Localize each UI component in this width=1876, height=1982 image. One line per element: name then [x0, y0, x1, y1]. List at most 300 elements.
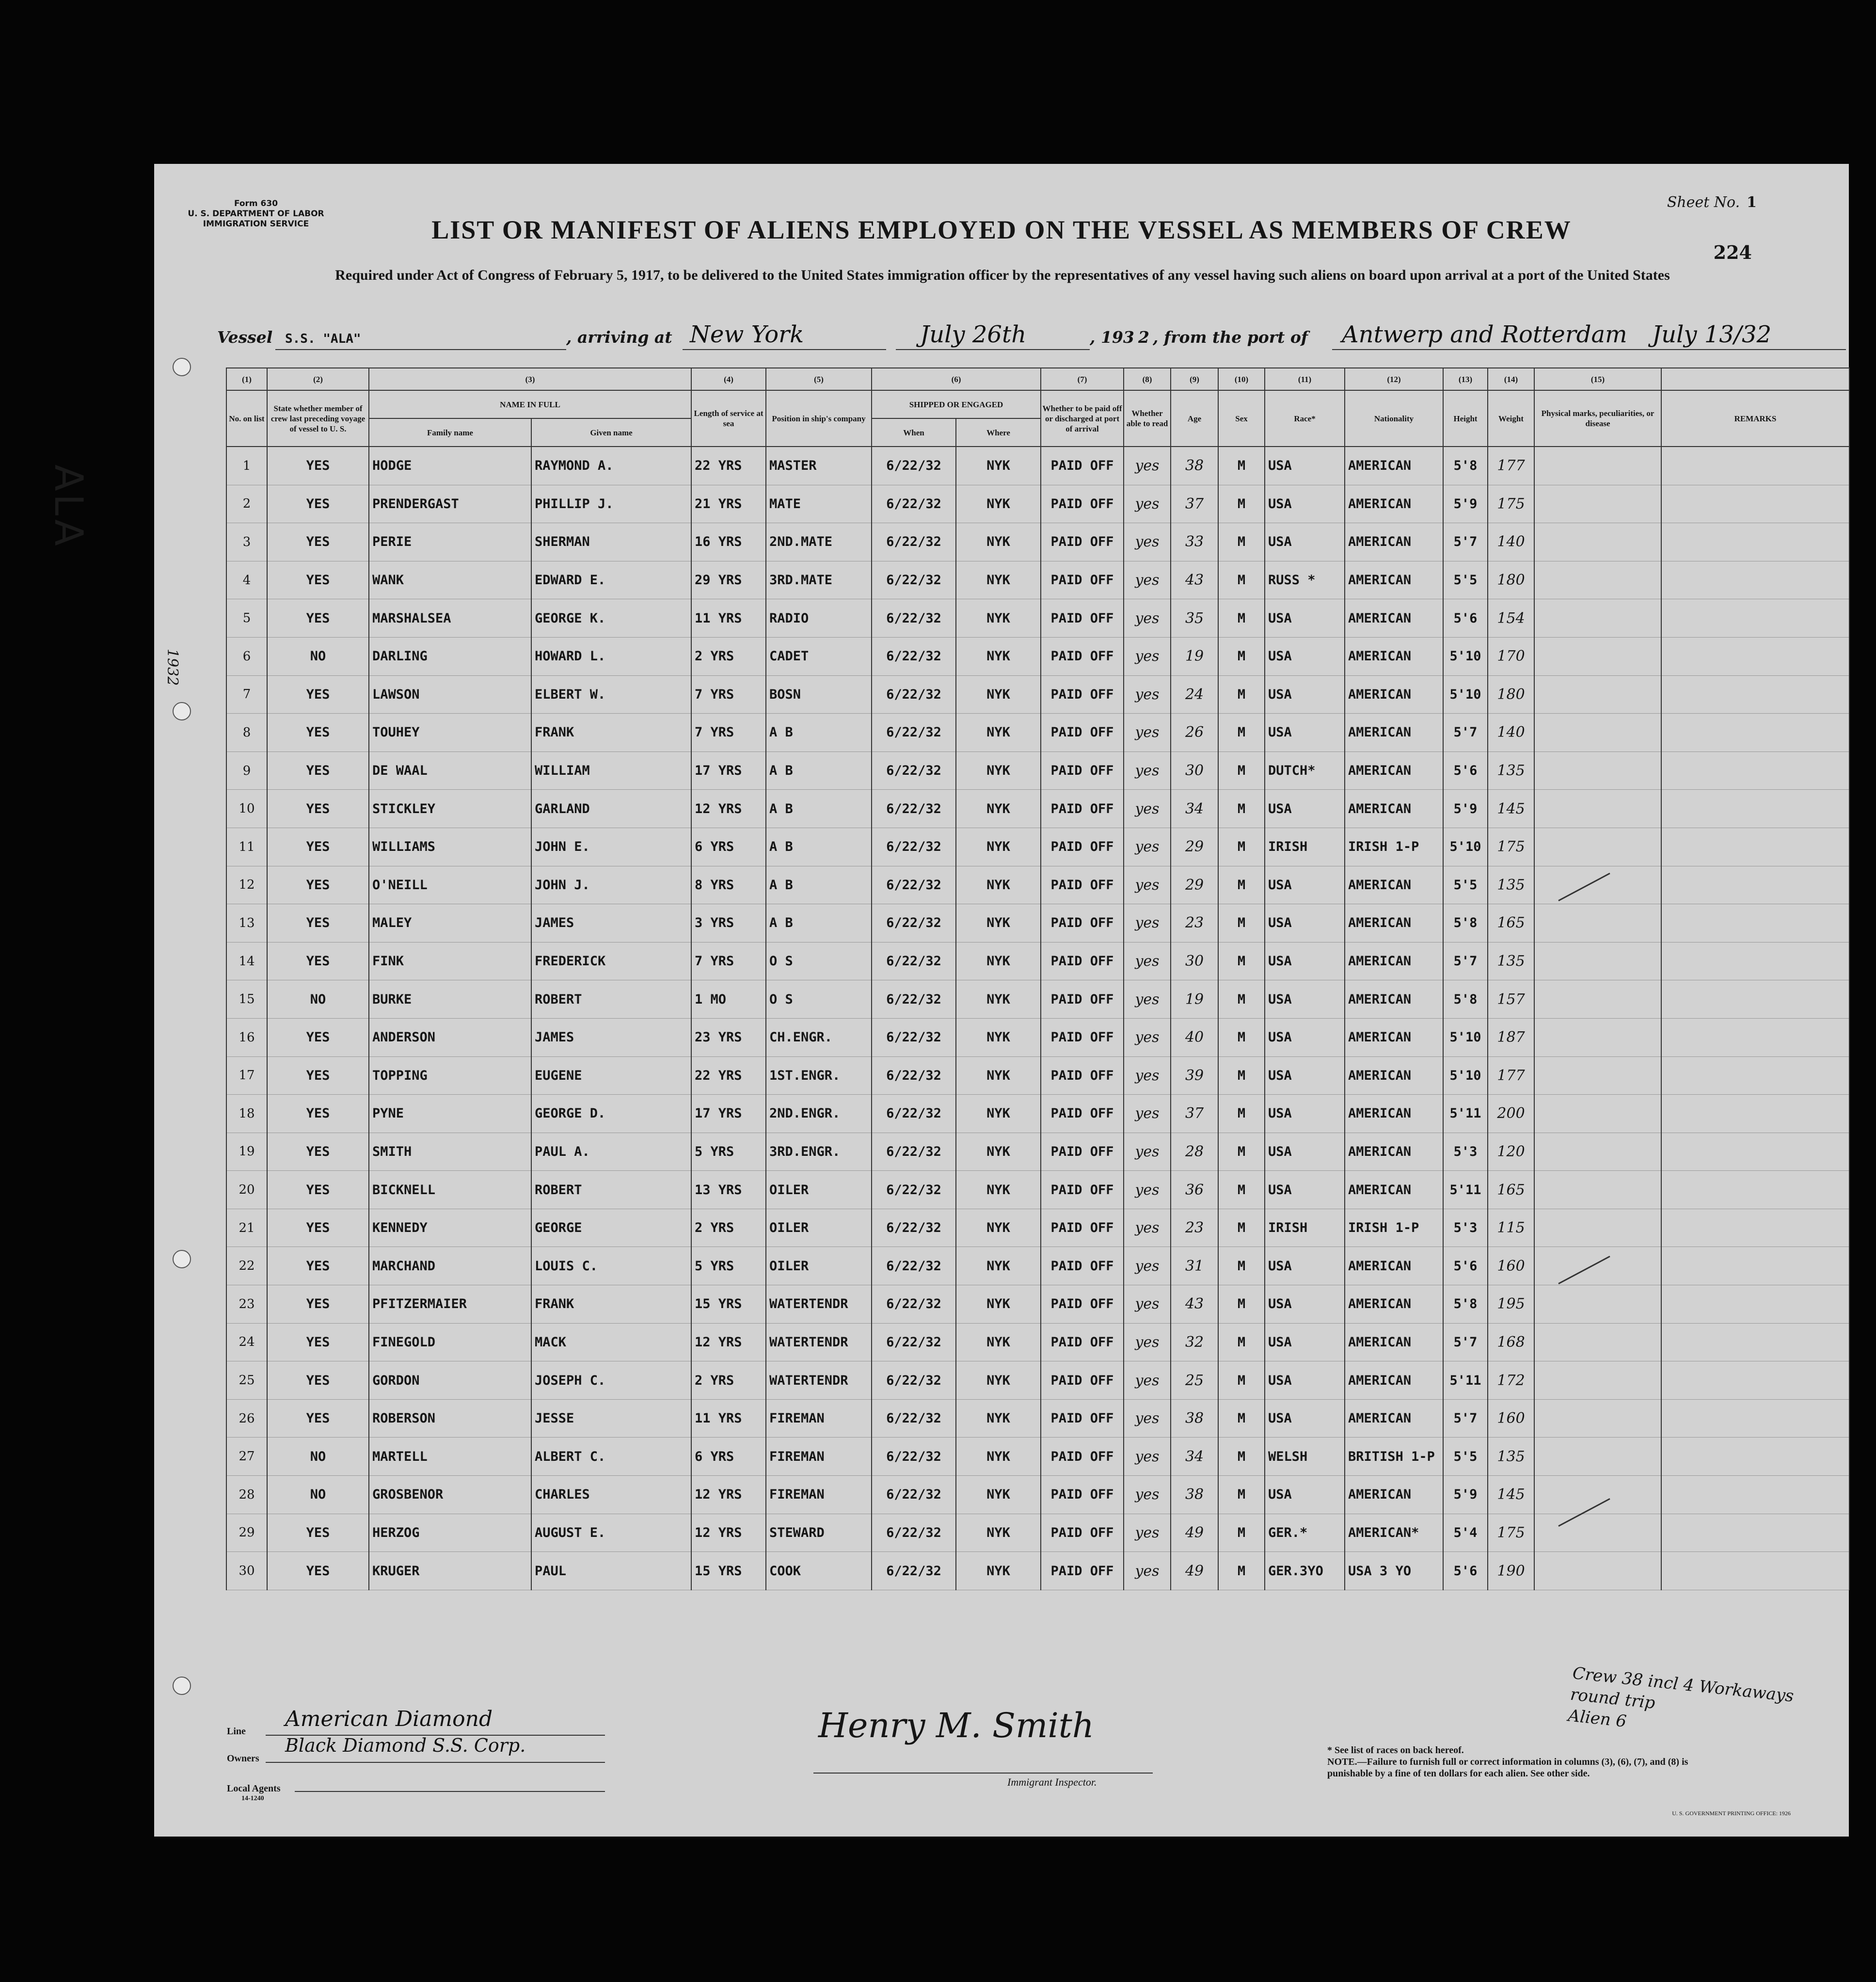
shipped-where-cell: NYK — [956, 866, 1041, 904]
able-to-read-cell: yes — [1124, 485, 1171, 523]
shipped-where-cell: NYK — [956, 637, 1041, 675]
physical-cell — [1534, 1133, 1661, 1171]
family-name-cell: ANDERSON — [369, 1018, 531, 1056]
height-cell: 5'6 — [1443, 751, 1488, 790]
able-to-read-cell: yes — [1124, 904, 1171, 943]
paid-off-cell: PAID OFF — [1041, 561, 1124, 599]
remarks-cell — [1661, 1552, 1849, 1590]
header-when: When — [872, 418, 956, 447]
col-num-6: (6) — [872, 368, 1041, 390]
family-name-cell: GORDON — [369, 1361, 531, 1400]
table-row — [226, 1095, 1849, 1133]
height-cell: 5'3 — [1443, 1133, 1488, 1171]
physical-cell — [1534, 1438, 1661, 1476]
able-to-read-cell: yes — [1124, 1399, 1171, 1438]
paid-off-cell: PAID OFF — [1041, 1552, 1124, 1590]
weight-cell: 154 — [1488, 599, 1534, 638]
physical-cell — [1534, 1361, 1661, 1400]
sex-cell: M — [1218, 1476, 1265, 1514]
row-number-cell: 23 — [226, 1285, 267, 1324]
position-cell: CADET — [766, 637, 872, 675]
age-cell: 29 — [1171, 828, 1218, 866]
remarks-cell — [1661, 1438, 1849, 1476]
from-label: , from the port of — [1153, 328, 1308, 347]
col-num-5: (5) — [766, 368, 872, 390]
height-cell: 5'8 — [1443, 980, 1488, 1019]
col-num-15: (15) — [1534, 368, 1661, 390]
paid-off-cell: PAID OFF — [1041, 675, 1124, 714]
physical-cell — [1534, 828, 1661, 866]
family-name-cell: PFITZERMAIER — [369, 1285, 531, 1324]
able-to-read-cell: yes — [1124, 637, 1171, 675]
shipped-where-cell: NYK — [956, 751, 1041, 790]
height-cell: 5'9 — [1443, 485, 1488, 523]
member-status-cell: YES — [267, 1133, 369, 1171]
member-status-cell: YES — [267, 1018, 369, 1056]
able-to-read-cell: yes — [1124, 714, 1171, 752]
height-cell: 5'6 — [1443, 599, 1488, 638]
length-of-service-cell: 12 YRS — [691, 1514, 766, 1552]
family-name-cell: MARTELL — [369, 1438, 531, 1476]
height-cell: 5'7 — [1443, 1399, 1488, 1438]
position-cell: STEWARD — [766, 1514, 872, 1552]
race-cell: USA — [1265, 447, 1345, 485]
physical-cell — [1534, 1209, 1661, 1247]
shipped-when-cell: 6/22/32 — [872, 1209, 956, 1247]
row-number-cell: 22 — [226, 1247, 267, 1285]
height-cell: 5'11 — [1443, 1171, 1488, 1209]
position-cell: 2ND.ENGR. — [766, 1095, 872, 1133]
paid-off-cell: PAID OFF — [1041, 1438, 1124, 1476]
physical-cell — [1534, 1323, 1661, 1361]
nationality-cell: AMERICAN — [1345, 1361, 1443, 1400]
able-to-read-cell: yes — [1124, 866, 1171, 904]
physical-cell — [1534, 1476, 1661, 1514]
height-cell: 5'8 — [1443, 447, 1488, 485]
family-name-cell: MARSHALSEA — [369, 599, 531, 638]
given-name-cell: JOHN J. — [531, 866, 691, 904]
footnotes — [1327, 1744, 1705, 1779]
able-to-read-cell: yes — [1124, 1552, 1171, 1590]
agents-label: Local Agents — [227, 1783, 281, 1794]
shipped-where-cell: NYK — [956, 561, 1041, 599]
physical-cell — [1534, 751, 1661, 790]
weight-cell: 175 — [1488, 485, 1534, 523]
sex-cell: M — [1218, 675, 1265, 714]
table-row — [226, 790, 1849, 828]
physical-cell — [1534, 1399, 1661, 1438]
member-status-cell: YES — [267, 1399, 369, 1438]
member-status-cell: YES — [267, 714, 369, 752]
age-cell: 43 — [1171, 1285, 1218, 1324]
able-to-read-cell: yes — [1124, 1171, 1171, 1209]
col-num-10: (10) — [1218, 368, 1265, 390]
nationality-cell: AMERICAN — [1345, 1285, 1443, 1324]
col-num-12: (12) — [1345, 368, 1443, 390]
table-row — [226, 637, 1849, 675]
position-cell: OILER — [766, 1247, 872, 1285]
table-row — [226, 1438, 1849, 1476]
shipped-when-cell: 6/22/32 — [872, 866, 956, 904]
length-of-service-cell: 6 YRS — [691, 828, 766, 866]
given-name-cell: PAUL — [531, 1552, 691, 1590]
length-of-service-cell: 7 YRS — [691, 714, 766, 752]
vessel-label: Vessel — [217, 328, 273, 347]
height-cell: 5'8 — [1443, 1285, 1488, 1324]
age-cell: 33 — [1171, 523, 1218, 561]
margin-stamp: ALA — [46, 464, 91, 549]
col-num-7: (7) — [1041, 368, 1124, 390]
length-of-service-cell: 22 YRS — [691, 447, 766, 485]
col-num-1: (1) — [226, 368, 267, 390]
shipped-where-cell: NYK — [956, 904, 1041, 943]
shipped-where-cell: NYK — [956, 714, 1041, 752]
binder-hole — [173, 1250, 191, 1268]
shipped-when-cell: 6/22/32 — [872, 1438, 956, 1476]
race-cell: USA — [1265, 714, 1345, 752]
given-name-cell: GEORGE D. — [531, 1095, 691, 1133]
member-status-cell: YES — [267, 1552, 369, 1590]
table-row — [226, 1552, 1849, 1590]
row-number-cell: 13 — [226, 904, 267, 943]
physical-cell — [1534, 1095, 1661, 1133]
nationality-cell: AMERICAN — [1345, 942, 1443, 980]
shipped-when-cell: 6/22/32 — [872, 447, 956, 485]
able-to-read-cell: yes — [1124, 1209, 1171, 1247]
member-status-cell: YES — [267, 1095, 369, 1133]
weight-cell: 145 — [1488, 1476, 1534, 1514]
given-name-cell: AUGUST E. — [531, 1514, 691, 1552]
physical-cell — [1534, 561, 1661, 599]
family-name-cell: STICKLEY — [369, 790, 531, 828]
header-sex: Sex — [1218, 390, 1265, 447]
table-row — [226, 866, 1849, 904]
member-status-cell: YES — [267, 1247, 369, 1285]
table-row — [226, 1171, 1849, 1209]
given-name-cell: SHERMAN — [531, 523, 691, 561]
header-race: Race* — [1265, 390, 1345, 447]
physical-cell — [1534, 1514, 1661, 1552]
nationality-cell: AMERICAN — [1345, 675, 1443, 714]
sex-cell: M — [1218, 828, 1265, 866]
header-shipped: SHIPPED OR ENGAGED — [872, 390, 1041, 418]
sex-cell: M — [1218, 1438, 1265, 1476]
physical-cell — [1534, 1056, 1661, 1095]
header-position: Position in ship's company — [766, 390, 872, 447]
member-status-cell: YES — [267, 828, 369, 866]
member-status-cell: YES — [267, 1171, 369, 1209]
nationality-cell: AMERICAN — [1345, 1133, 1443, 1171]
row-number-cell: 20 — [226, 1171, 267, 1209]
row-number-cell: 19 — [226, 1133, 267, 1171]
paid-off-cell: PAID OFF — [1041, 942, 1124, 980]
length-of-service-cell: 29 YRS — [691, 561, 766, 599]
position-cell: 3RD.MATE — [766, 561, 872, 599]
family-name-cell: PERIE — [369, 523, 531, 561]
table-row — [226, 675, 1849, 714]
paid-off-cell: PAID OFF — [1041, 1323, 1124, 1361]
member-status-cell: YES — [267, 1514, 369, 1552]
given-name-cell: JAMES — [531, 904, 691, 943]
weight-cell: 168 — [1488, 1323, 1534, 1361]
shipped-where-cell: NYK — [956, 1514, 1041, 1552]
crew-table — [226, 368, 1850, 1590]
length-of-service-cell: 23 YRS — [691, 1018, 766, 1056]
length-of-service-cell: 3 YRS — [691, 904, 766, 943]
length-of-service-cell: 8 YRS — [691, 866, 766, 904]
shipped-when-cell: 6/22/32 — [872, 485, 956, 523]
weight-cell: 187 — [1488, 1018, 1534, 1056]
race-note: * See list of races on back hereof. — [1327, 1745, 1464, 1756]
nationality-cell: IRISH 1-P — [1345, 828, 1443, 866]
age-cell: 29 — [1171, 866, 1218, 904]
weight-cell: 135 — [1488, 751, 1534, 790]
row-number-cell: 26 — [226, 1399, 267, 1438]
able-to-read-cell: yes — [1124, 1095, 1171, 1133]
weight-cell: 165 — [1488, 1171, 1534, 1209]
race-cell: USA — [1265, 942, 1345, 980]
header-age: Age — [1171, 390, 1218, 447]
shipped-when-cell: 6/22/32 — [872, 675, 956, 714]
race-cell: USA — [1265, 904, 1345, 943]
race-cell: USA — [1265, 599, 1345, 638]
family-name-cell: WILLIAMS — [369, 828, 531, 866]
sex-cell: M — [1218, 1361, 1265, 1400]
race-cell: DUTCH* — [1265, 751, 1345, 790]
sex-cell: M — [1218, 790, 1265, 828]
given-name-cell: FRANK — [531, 1285, 691, 1324]
paid-off-cell: PAID OFF — [1041, 637, 1124, 675]
height-cell: 5'5 — [1443, 1438, 1488, 1476]
height-cell: 5'11 — [1443, 1095, 1488, 1133]
sex-cell: M — [1218, 523, 1265, 561]
weight-cell: 195 — [1488, 1285, 1534, 1324]
row-number-cell: 30 — [226, 1552, 267, 1590]
shipped-when-cell: 6/22/32 — [872, 1133, 956, 1171]
shipped-when-cell: 6/22/32 — [872, 751, 956, 790]
remarks-cell — [1661, 1476, 1849, 1514]
vessel-name: S.S. "ALA" — [285, 332, 361, 346]
remarks-cell — [1661, 447, 1849, 485]
remarks-cell — [1661, 866, 1849, 904]
member-status-cell: YES — [267, 561, 369, 599]
nationality-cell: AMERICAN — [1345, 751, 1443, 790]
weight-cell: 140 — [1488, 523, 1534, 561]
height-cell: 5'7 — [1443, 523, 1488, 561]
length-of-service-cell: 12 YRS — [691, 1323, 766, 1361]
given-name-cell: JOSEPH C. — [531, 1361, 691, 1400]
sex-cell: M — [1218, 942, 1265, 980]
nationality-cell: AMERICAN — [1345, 1323, 1443, 1361]
printer-imprint: U. S. GOVERNMENT PRINTING OFFICE: 1926 — [1672, 1810, 1791, 1817]
sex-cell: M — [1218, 1247, 1265, 1285]
height-cell: 5'11 — [1443, 1361, 1488, 1400]
position-cell: O S — [766, 980, 872, 1019]
sheet-number-value: 1 — [1747, 194, 1757, 211]
nationality-cell: AMERICAN* — [1345, 1514, 1443, 1552]
remarks-cell — [1661, 790, 1849, 828]
position-cell: O S — [766, 942, 872, 980]
table-row — [226, 714, 1849, 752]
table-row — [226, 1056, 1849, 1095]
length-of-service-cell: 2 YRS — [691, 1361, 766, 1400]
age-cell: 19 — [1171, 637, 1218, 675]
able-to-read-cell: yes — [1124, 599, 1171, 638]
member-status-cell: YES — [267, 1056, 369, 1095]
remarks-cell — [1661, 523, 1849, 561]
age-cell: 30 — [1171, 942, 1218, 980]
race-cell: USA — [1265, 866, 1345, 904]
sex-cell: M — [1218, 561, 1265, 599]
height-cell: 5'10 — [1443, 637, 1488, 675]
row-number-cell: 3 — [226, 523, 267, 561]
row-number-cell: 8 — [226, 714, 267, 752]
paid-off-cell: PAID OFF — [1041, 1247, 1124, 1285]
position-cell: RADIO — [766, 599, 872, 638]
shipped-where-cell: NYK — [956, 942, 1041, 980]
header-nationality: Nationality — [1345, 390, 1443, 447]
race-cell: USA — [1265, 523, 1345, 561]
able-to-read-cell: yes — [1124, 1476, 1171, 1514]
shipped-when-cell: 6/22/32 — [872, 828, 956, 866]
age-cell: 49 — [1171, 1514, 1218, 1552]
sex-cell: M — [1218, 485, 1265, 523]
physical-cell — [1534, 523, 1661, 561]
weight-cell: 140 — [1488, 714, 1534, 752]
position-cell: A B — [766, 790, 872, 828]
nationality-cell: AMERICAN — [1345, 866, 1443, 904]
row-number-cell: 25 — [226, 1361, 267, 1400]
row-number-cell: 2 — [226, 485, 267, 523]
shipped-when-cell: 6/22/32 — [872, 1361, 956, 1400]
nationality-cell: AMERICAN — [1345, 714, 1443, 752]
paid-off-cell: PAID OFF — [1041, 828, 1124, 866]
member-status-cell: YES — [267, 790, 369, 828]
table-row — [226, 1514, 1849, 1552]
given-name-cell: GEORGE — [531, 1209, 691, 1247]
shipped-where-cell: NYK — [956, 1361, 1041, 1400]
given-name-cell: WILLIAM — [531, 751, 691, 790]
paid-off-cell: PAID OFF — [1041, 1209, 1124, 1247]
height-cell: 5'10 — [1443, 828, 1488, 866]
sex-cell: M — [1218, 1095, 1265, 1133]
weight-cell: 135 — [1488, 942, 1534, 980]
table-row — [226, 523, 1849, 561]
arriving-port: New York — [690, 321, 804, 348]
binder-hole — [173, 1677, 191, 1695]
table-row — [226, 904, 1849, 943]
shipped-when-cell: 6/22/32 — [872, 1247, 956, 1285]
length-of-service-cell: 6 YRS — [691, 1438, 766, 1476]
race-cell: USA — [1265, 1095, 1345, 1133]
race-cell: USA — [1265, 1323, 1345, 1361]
race-cell: USA — [1265, 980, 1345, 1019]
weight-cell: 180 — [1488, 675, 1534, 714]
nationality-cell: AMERICAN — [1345, 561, 1443, 599]
height-cell: 5'10 — [1443, 1018, 1488, 1056]
remarks-cell — [1661, 1247, 1849, 1285]
shipped-when-cell: 6/22/32 — [872, 599, 956, 638]
height-cell: 5'3 — [1443, 1209, 1488, 1247]
shipped-when-cell: 6/22/32 — [872, 790, 956, 828]
remarks-cell — [1661, 904, 1849, 943]
row-number-cell: 10 — [226, 790, 267, 828]
height-cell: 5'6 — [1443, 1247, 1488, 1285]
remarks-cell — [1661, 1514, 1849, 1552]
position-cell: FIREMAN — [766, 1438, 872, 1476]
nationality-cell: AMERICAN — [1345, 980, 1443, 1019]
weight-cell: 172 — [1488, 1361, 1534, 1400]
margin-year: 1932 — [164, 649, 181, 686]
age-cell: 38 — [1171, 447, 1218, 485]
row-number-cell: 4 — [226, 561, 267, 599]
column-number-row — [226, 368, 1849, 390]
remarks-cell — [1661, 561, 1849, 599]
sex-cell: M — [1218, 980, 1265, 1019]
able-to-read-cell: yes — [1124, 1056, 1171, 1095]
paid-off-cell: PAID OFF — [1041, 1399, 1124, 1438]
paid-off-cell: PAID OFF — [1041, 1095, 1124, 1133]
position-cell: 3RD.ENGR. — [766, 1133, 872, 1171]
paid-off-cell: PAID OFF — [1041, 485, 1124, 523]
col-num-14: (14) — [1488, 368, 1534, 390]
physical-cell — [1534, 714, 1661, 752]
paid-off-cell: PAID OFF — [1041, 980, 1124, 1019]
family-name-cell: PRENDERGAST — [369, 485, 531, 523]
age-cell: 36 — [1171, 1171, 1218, 1209]
paid-off-cell: PAID OFF — [1041, 904, 1124, 943]
shipped-when-cell: 6/22/32 — [872, 1323, 956, 1361]
paid-off-cell: PAID OFF — [1041, 714, 1124, 752]
height-cell: 5'10 — [1443, 675, 1488, 714]
nationality-cell: AMERICAN — [1345, 1247, 1443, 1285]
row-number-cell: 7 — [226, 675, 267, 714]
given-name-cell: GEORGE K. — [531, 599, 691, 638]
sex-cell: M — [1218, 1285, 1265, 1324]
shipped-where-cell: NYK — [956, 1399, 1041, 1438]
member-status-cell: YES — [267, 485, 369, 523]
paid-off-cell: PAID OFF — [1041, 1133, 1124, 1171]
length-of-service-cell: 12 YRS — [691, 1476, 766, 1514]
nationality-cell: USA 3 YO — [1345, 1552, 1443, 1590]
weight-cell: 135 — [1488, 1438, 1534, 1476]
age-cell: 38 — [1171, 1476, 1218, 1514]
race-cell: USA — [1265, 1018, 1345, 1056]
age-cell: 26 — [1171, 714, 1218, 752]
paid-off-cell: PAID OFF — [1041, 790, 1124, 828]
shipped-where-cell: NYK — [956, 447, 1041, 485]
table-row — [226, 1133, 1849, 1171]
paid-off-cell: PAID OFF — [1041, 1018, 1124, 1056]
physical-cell — [1534, 485, 1661, 523]
paid-off-cell: PAID OFF — [1041, 1171, 1124, 1209]
given-name-cell: PHILLIP J. — [531, 485, 691, 523]
remarks-cell — [1661, 980, 1849, 1019]
height-cell: 5'5 — [1443, 866, 1488, 904]
position-cell: COOK — [766, 1552, 872, 1590]
line-label: Line — [227, 1726, 246, 1737]
age-cell: 30 — [1171, 751, 1218, 790]
given-name-cell: JAMES — [531, 1018, 691, 1056]
age-cell: 25 — [1171, 1361, 1218, 1400]
race-cell: USA — [1265, 1133, 1345, 1171]
col-num-8: (8) — [1124, 368, 1171, 390]
crew-table-body — [226, 447, 1849, 1590]
age-cell: 23 — [1171, 1209, 1218, 1247]
header-remarks: REMARKS — [1661, 390, 1849, 447]
remarks-cell — [1661, 1399, 1849, 1438]
race-cell: USA — [1265, 1361, 1345, 1400]
